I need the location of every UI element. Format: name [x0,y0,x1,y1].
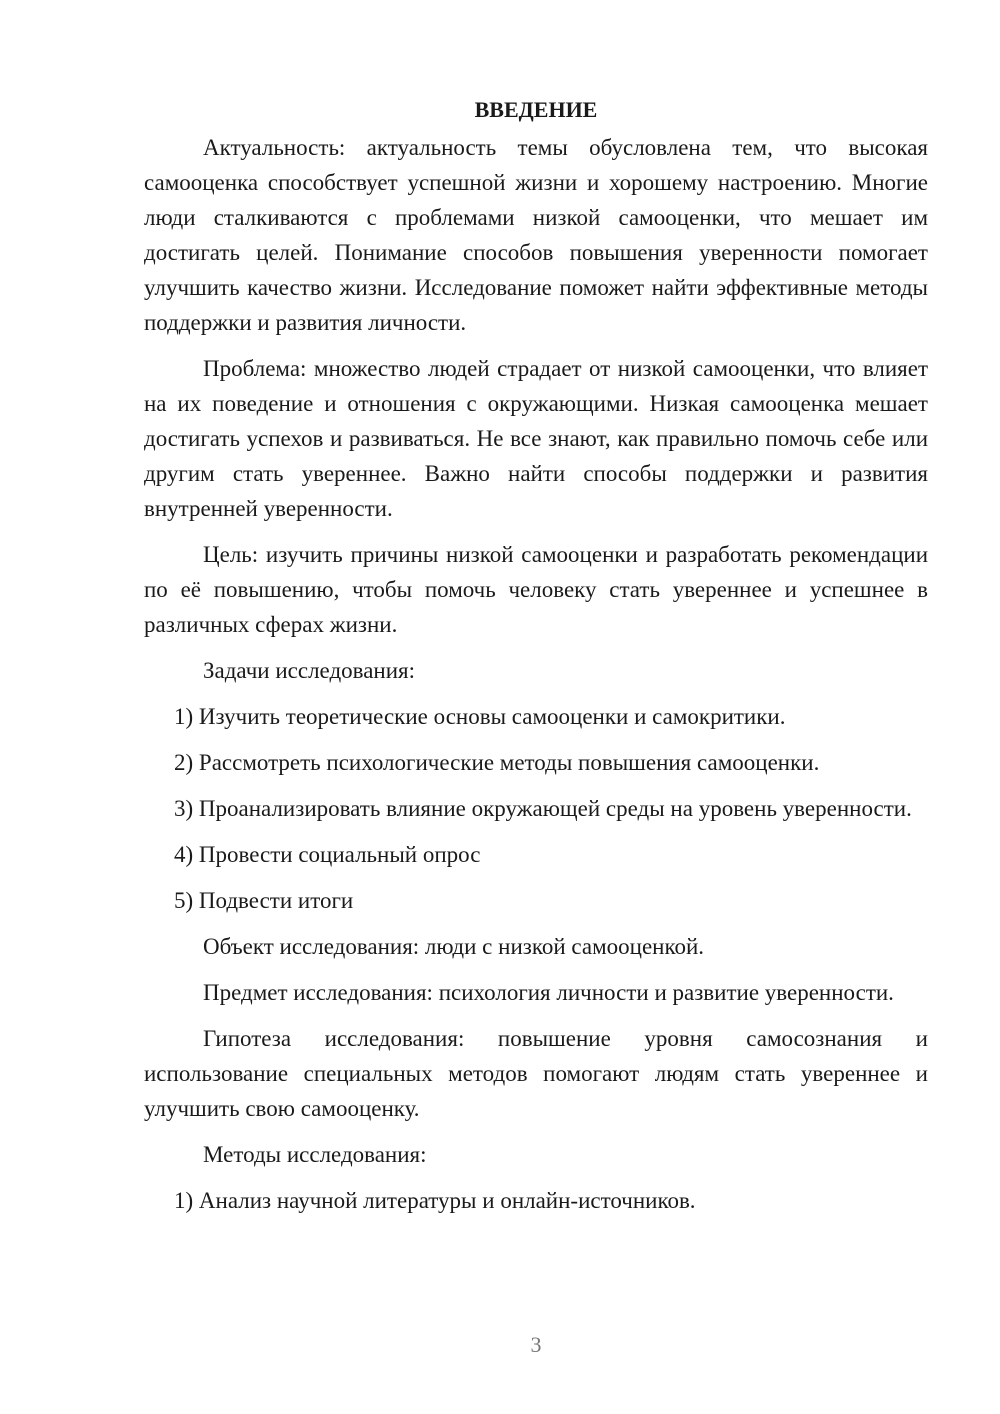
method-item-1: 1) Анализ научной литературы и онлайн-источников. [174,1188,696,1213]
goal-paragraph: Цель: изучить причины низкой самооценки и разработать рекомендации по её повышению, чтобы помочь человеку стать увереннее и успешнее в различных сферах жизни. [144,542,928,637]
task-item-2: 2) Рассмотреть психологические методы повышения самооценки. [174,750,820,775]
task-item-3: 3) Проанализировать влияние окружающей среды на уровень уверенности. [174,796,912,821]
section-title: ВВЕДЕНИЕ [474,97,598,122]
task-item-1: 1) Изучить теоретические основы самооценки и самокритики. [174,704,786,729]
problem-paragraph: Проблема: множество людей страдает от низкой самооценки, что влияет на их поведение и отношения с окружающими. Низкая самооценка мешает достигать успехов и развиваться. Не все знают, как правильно помочь себе или другим стать увереннее. Важно найти способы поддержки и развития внутренней уверенности. [144,356,928,521]
tasks-heading: Задачи исследования: [203,658,416,683]
task-item-5: 5) Подвести итоги [174,888,354,913]
page-content [144,92,928,1229]
hypothesis-paragraph: Гипотеза исследования: повышение уровня самосознания и использование специальных методов помогают людям стать увереннее и улучшить свою самооценку. [144,1026,928,1121]
methods-heading: Методы исследования: [203,1142,427,1167]
subject-paragraph: Предмет исследования: психология личности и развитие уверенности. [203,980,894,1005]
object-paragraph: Объект исследования: люди с низкой самооценкой. [203,934,705,959]
task-item-4: 4) Провести социальный опрос [174,842,481,867]
relevance-paragraph: Актуальность: актуальность темы обусловлена тем, что высокая самооценка способствует успешной жизни и хорошему настроению. Многие люди сталкиваются с проблемами низкой самооценки, что мешает им достигать целей. Понимание способов повышения уверенности помогает улучшить качество жизни. Исследование поможет найти эффективные методы поддержки и развития личности. [144,135,928,335]
page-number: 3 [530,1332,542,1357]
